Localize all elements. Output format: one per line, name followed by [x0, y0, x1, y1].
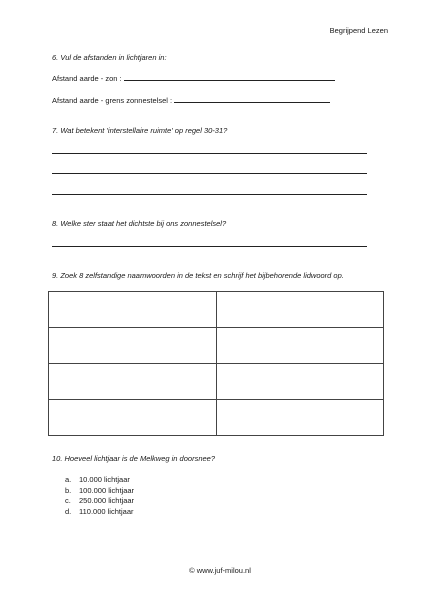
question-10: 10. Hoeveel lichtjaar is de Melkweg in doorsnee? — [52, 454, 216, 463]
table-row — [49, 292, 384, 328]
option-letter: a. — [65, 475, 72, 484]
footer-copyright: © www.juf-milou.nl — [189, 566, 251, 575]
option-letter: d. — [65, 506, 72, 516]
table-row — [49, 328, 384, 364]
q9-answer-table — [48, 291, 384, 436]
table-cell[interactable] — [216, 400, 384, 436]
q8-answer-line[interactable] — [52, 246, 367, 247]
table-cell[interactable] — [49, 364, 217, 400]
table-cell[interactable] — [216, 328, 384, 364]
q7-answer-line-1[interactable] — [52, 153, 367, 154]
q10-options-list — [65, 475, 134, 517]
list-item[interactable] — [65, 507, 134, 518]
q6-row-sun-label: Afstand aarde - zon : — [52, 74, 122, 83]
question-7: 7. Wat betekent 'interstellaire ruimte' op regel 30-31? — [52, 126, 228, 135]
q6-row-border-label: Afstand aarde - grens zonnestelsel : — [52, 96, 173, 105]
question-6: 6. Vul de afstanden in lichtjaren in: — [52, 53, 167, 62]
option-text: 110.000 lichtjaar — [79, 506, 134, 516]
question-9: 9. Zoek 8 zelfstandige naamwoorden in de tekst en schrijf het bijbehorende lidwoord op. — [52, 271, 344, 280]
option-text: 10.000 lichtjaar — [79, 475, 130, 484]
list-item[interactable] — [65, 475, 134, 486]
q6-answer-border-line[interactable] — [174, 94, 330, 103]
table-row — [49, 400, 384, 436]
table-cell[interactable] — [49, 292, 217, 328]
q6-row-border — [52, 94, 330, 105]
q7-answer-line-3[interactable] — [52, 194, 367, 195]
list-item[interactable] — [65, 486, 134, 497]
list-item[interactable] — [65, 496, 134, 507]
table-cell[interactable] — [49, 400, 217, 436]
option-letter: c. — [65, 496, 71, 505]
header-title: Begrijpend Lezen — [329, 26, 388, 35]
table-row — [49, 364, 384, 400]
table-cell[interactable] — [216, 364, 384, 400]
option-text: 100.000 lichtjaar — [79, 485, 135, 495]
option-letter: b. — [65, 485, 72, 495]
option-text: 250.000 lichtjaar — [79, 496, 135, 505]
table-cell[interactable] — [216, 292, 384, 328]
table-cell[interactable] — [49, 328, 217, 364]
q6-answer-sun-line[interactable] — [124, 72, 335, 81]
q7-answer-line-2[interactable] — [52, 173, 367, 174]
q6-row-sun — [52, 72, 335, 83]
question-8: 8. Welke ster staat het dichtste bij ons zonnestelsel? — [52, 219, 227, 228]
